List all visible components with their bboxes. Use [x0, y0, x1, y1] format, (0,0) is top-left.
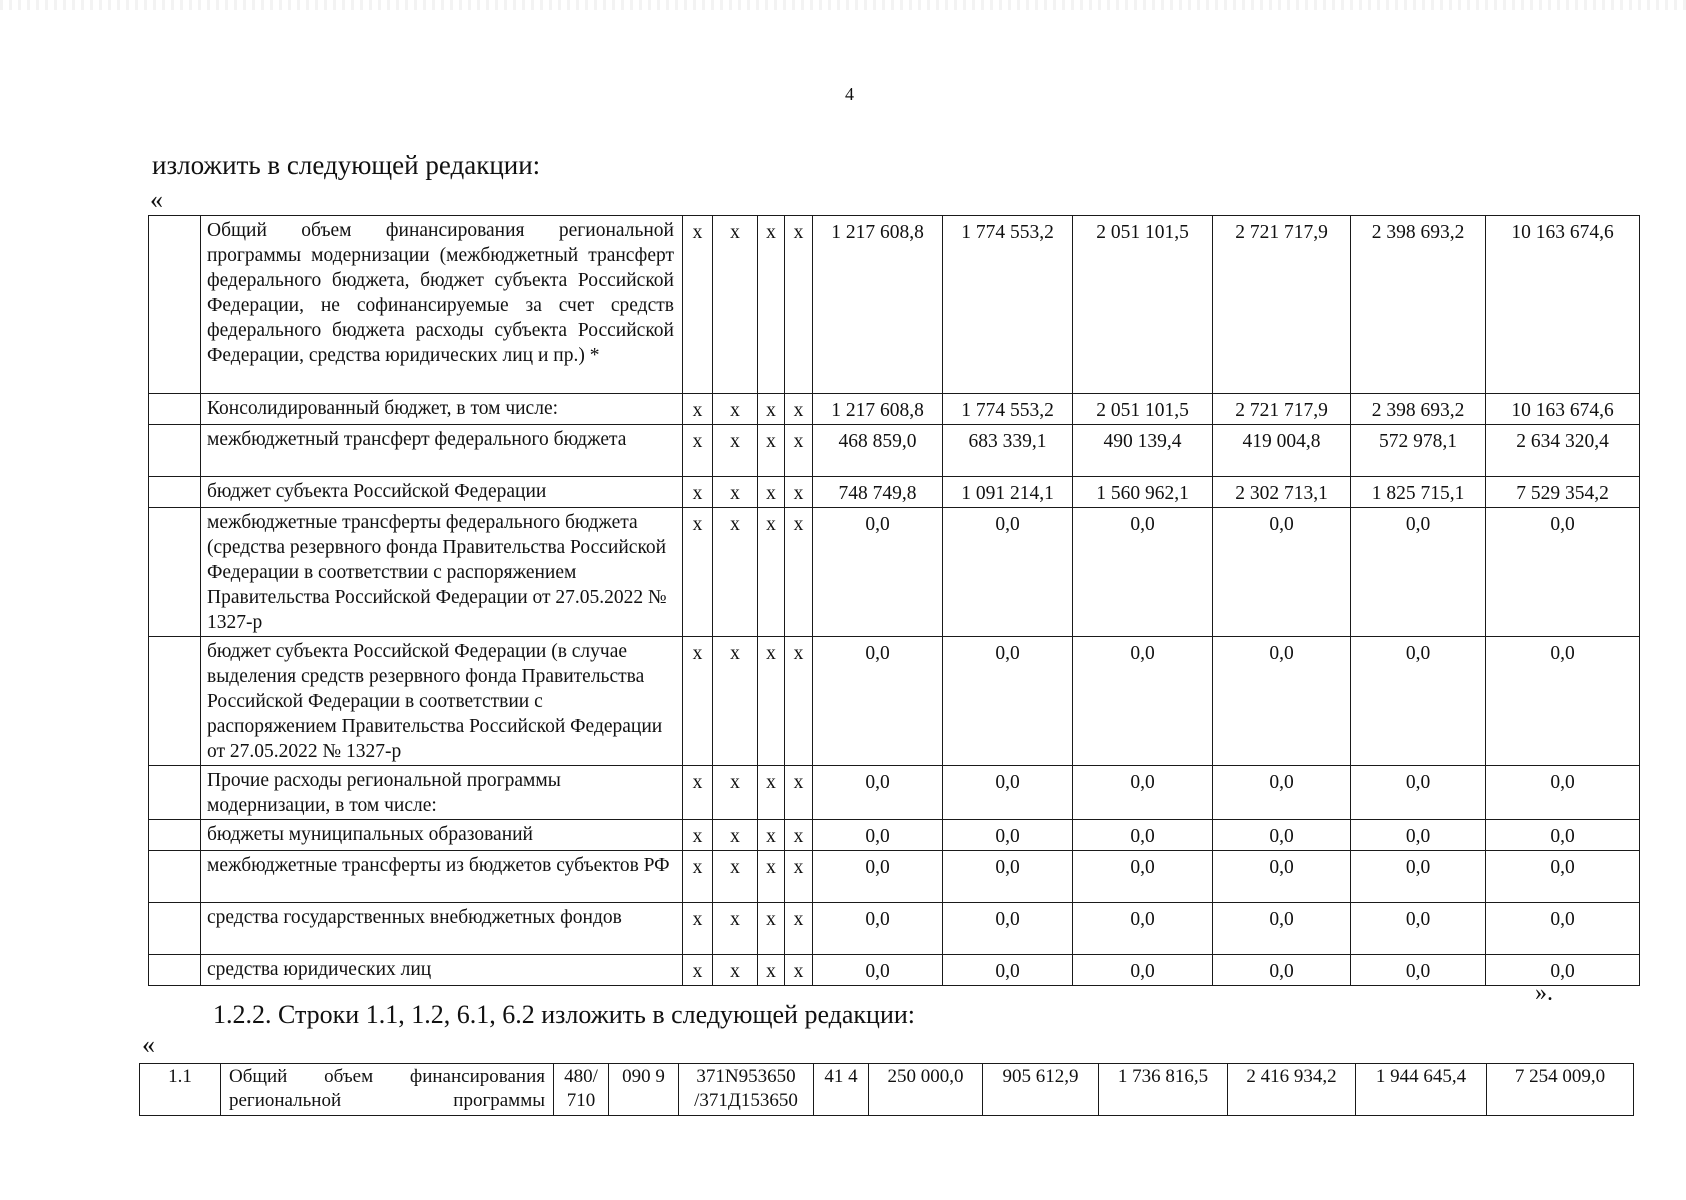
mark-cell: x	[758, 955, 785, 986]
value-cell: 2 302 713,1	[1213, 477, 1351, 508]
value-cell: 0,0	[813, 766, 943, 820]
row-label: межбюджетные трансферты федерального бюджета (средства резервного фонда Правительства Российской Федерации в соответствии с распоряжением Правительства Российской Федерации от 27.05.2022 № 1327-р	[201, 508, 683, 637]
value-cell: 0,0	[1073, 637, 1213, 766]
table-row	[149, 394, 1640, 425]
value-cell: 0,0	[1486, 637, 1640, 766]
row-number-cell	[149, 851, 201, 903]
value-cell: 0,0	[1351, 637, 1486, 766]
row-label: Общий объем финансирования региональной программы модернизации (межбюджетный трансферт федерального бюджета, бюджет субъекта Российской Федерации, не софинансируемые за счет средств федерального бюджета расходы субъекта Российской Федерации, средства юридических лиц и пр.) *	[201, 216, 683, 394]
table-row	[149, 903, 1640, 955]
value-cell: 0,0	[1213, 851, 1351, 903]
value-cell: 748 749,8	[813, 477, 943, 508]
mark-cell: x	[713, 216, 758, 394]
value-cell: 250 000,0	[869, 1064, 983, 1116]
value-cell: 0,0	[1486, 508, 1640, 637]
row-label	[221, 1064, 554, 1116]
mark-cell: x	[758, 477, 785, 508]
value-cell: 0,0	[1213, 766, 1351, 820]
value-cell: 1 944 645,4	[1356, 1064, 1487, 1116]
value-cell: 2 634 320,4	[1486, 425, 1640, 477]
scan-noise-strip	[0, 0, 1686, 10]
value-cell: 1 774 553,2	[943, 216, 1073, 394]
mark-cell: x	[713, 903, 758, 955]
mark-cell: x	[713, 477, 758, 508]
value-cell: 0,0	[1213, 903, 1351, 955]
code-cell: 41 4	[814, 1064, 869, 1116]
value-cell: 1 825 715,1	[1351, 477, 1486, 508]
value-cell: 0,0	[813, 955, 943, 986]
value-cell: 2 398 693,2	[1351, 216, 1486, 394]
rows-table	[139, 1063, 1634, 1116]
row-label: бюджеты муниципальных образований	[201, 820, 683, 851]
value-cell: 10 163 674,6	[1486, 216, 1640, 394]
row-number-cell	[149, 820, 201, 851]
mark-cell: x	[713, 508, 758, 637]
table-row	[149, 766, 1640, 820]
value-cell: 1 774 553,2	[943, 394, 1073, 425]
mark-cell: x	[683, 425, 713, 477]
row-number-cell	[149, 955, 201, 986]
mark-cell: x	[785, 425, 813, 477]
value-cell: 0,0	[943, 820, 1073, 851]
value-cell: 0,0	[1073, 508, 1213, 637]
value-cell: 2 051 101,5	[1073, 394, 1213, 425]
mark-cell: x	[683, 394, 713, 425]
mark-cell: x	[683, 508, 713, 637]
mark-cell: x	[785, 477, 813, 508]
value-cell: 0,0	[943, 955, 1073, 986]
table-row	[149, 508, 1640, 637]
mark-cell: x	[785, 508, 813, 637]
intro-text: изложить в следующей редакции:	[152, 150, 541, 180]
mark-cell: x	[758, 766, 785, 820]
code-cell: 090 9	[609, 1064, 679, 1116]
value-cell: 2 721 717,9	[1213, 216, 1351, 394]
value-cell: 0,0	[1213, 820, 1351, 851]
value-cell: 0,0	[1351, 903, 1486, 955]
mark-cell: x	[758, 903, 785, 955]
value-cell: 0,0	[1486, 820, 1640, 851]
value-cell: 0,0	[943, 903, 1073, 955]
row-number-cell	[149, 637, 201, 766]
mark-cell: x	[683, 955, 713, 986]
value-cell: 0,0	[1213, 508, 1351, 637]
mark-cell: x	[683, 637, 713, 766]
row-number-cell	[149, 394, 201, 425]
value-cell: 0,0	[813, 508, 943, 637]
value-cell: 490 139,4	[1073, 425, 1213, 477]
mark-cell: x	[785, 955, 813, 986]
mark-cell: x	[713, 425, 758, 477]
value-cell: 2 398 693,2	[1351, 394, 1486, 425]
value-cell: 0,0	[1486, 766, 1640, 820]
closing-quote: ».	[1535, 980, 1553, 1006]
table-row	[149, 820, 1640, 851]
row-number-cell	[149, 903, 201, 955]
opening-quote: «	[150, 185, 163, 214]
mark-cell: x	[785, 766, 813, 820]
mark-cell: x	[758, 216, 785, 394]
mark-cell: x	[785, 216, 813, 394]
row-label: средства государственных внебюджетных фондов	[201, 903, 683, 955]
value-cell: 0,0	[813, 637, 943, 766]
mark-cell: x	[683, 216, 713, 394]
value-cell: 419 004,8	[1213, 425, 1351, 477]
value-cell: 572 978,1	[1351, 425, 1486, 477]
value-cell: 1 736 816,5	[1099, 1064, 1228, 1116]
mark-cell: x	[683, 820, 713, 851]
value-cell: 2 416 934,2	[1228, 1064, 1356, 1116]
table-row	[149, 851, 1640, 903]
value-cell: 0,0	[813, 820, 943, 851]
value-cell: 1 217 608,8	[813, 394, 943, 425]
value-cell: 0,0	[1073, 903, 1213, 955]
mark-cell: x	[758, 820, 785, 851]
value-cell: 0,0	[1073, 955, 1213, 986]
table-row	[149, 477, 1640, 508]
row-label: средства юридических лиц	[201, 955, 683, 986]
page-number: 4	[845, 84, 854, 104]
mark-cell: x	[758, 637, 785, 766]
mark-cell: x	[785, 903, 813, 955]
mark-cell: x	[758, 508, 785, 637]
row-number: 1.1	[140, 1064, 221, 1116]
mark-cell: x	[785, 820, 813, 851]
mark-cell: x	[785, 637, 813, 766]
table-row	[149, 637, 1640, 766]
mark-cell: x	[713, 820, 758, 851]
table-row	[149, 425, 1640, 477]
value-cell: 0,0	[813, 903, 943, 955]
sub-heading: 1.2.2. Строки 1.1, 1.2, 6.1, 6.2 изложить в следующей редакции:	[213, 1000, 916, 1029]
value-cell: 468 859,0	[813, 425, 943, 477]
value-cell: 2 721 717,9	[1213, 394, 1351, 425]
value-cell: 0,0	[1213, 955, 1351, 986]
mark-cell: x	[758, 851, 785, 903]
value-cell: 683 339,1	[943, 425, 1073, 477]
value-cell: 0,0	[1073, 766, 1213, 820]
row-number-cell	[149, 766, 201, 820]
value-cell: 0,0	[1213, 637, 1351, 766]
mark-cell: x	[683, 477, 713, 508]
mark-cell: x	[785, 851, 813, 903]
value-cell: 0,0	[1486, 903, 1640, 955]
value-cell: 7 254 009,0	[1487, 1064, 1634, 1116]
mark-cell: x	[785, 394, 813, 425]
mark-cell: x	[713, 394, 758, 425]
mark-cell: x	[713, 766, 758, 820]
financing-table	[148, 215, 1640, 986]
row-number-cell	[149, 216, 201, 394]
value-cell: 905 612,9	[983, 1064, 1099, 1116]
value-cell: 0,0	[1351, 766, 1486, 820]
value-cell: 1 560 962,1	[1073, 477, 1213, 508]
row-label: бюджет субъекта Российской Федерации	[201, 477, 683, 508]
mark-cell: x	[683, 851, 713, 903]
value-cell: 0,0	[1486, 955, 1640, 986]
row-number-cell	[149, 425, 201, 477]
code-cell: 480/ 710	[554, 1064, 609, 1116]
row-label: Прочие расходы региональной программы модернизации, в том числе:	[201, 766, 683, 820]
value-cell: 0,0	[1486, 851, 1640, 903]
row-label: бюджет субъекта Российской Федерации (в случае выделения средств резервного фонда Правительства Российской Федерации в соответствии с распоряжением Правительства Российской Федерации от 27.05.2022 № 1327-р	[201, 637, 683, 766]
row-number-cell	[149, 477, 201, 508]
row-label-line: региональной программы	[229, 1090, 545, 1111]
value-cell: 0,0	[1351, 820, 1486, 851]
value-cell: 0,0	[1073, 820, 1213, 851]
value-cell: 7 529 354,2	[1486, 477, 1640, 508]
value-cell: 0,0	[943, 766, 1073, 820]
opening-quote-2: «	[142, 1030, 155, 1059]
row-label: Консолидированный бюджет, в том числе:	[201, 394, 683, 425]
row-label: межбюджетный трансферт федерального бюджета	[201, 425, 683, 477]
mark-cell: x	[713, 851, 758, 903]
value-cell: 2 051 101,5	[1073, 216, 1213, 394]
code-cell: 371N953650 /371Д153650	[679, 1064, 814, 1116]
value-cell: 0,0	[813, 851, 943, 903]
row-number-cell	[149, 508, 201, 637]
value-cell: 0,0	[1351, 851, 1486, 903]
value-cell: 1 217 608,8	[813, 216, 943, 394]
value-cell: 0,0	[943, 851, 1073, 903]
mark-cell: x	[758, 425, 785, 477]
mark-cell: x	[713, 955, 758, 986]
value-cell: 0,0	[943, 637, 1073, 766]
value-cell: 0,0	[1073, 851, 1213, 903]
mark-cell: x	[758, 394, 785, 425]
value-cell: 0,0	[1351, 508, 1486, 637]
value-cell: 1 091 214,1	[943, 477, 1073, 508]
value-cell: 0,0	[1351, 955, 1486, 986]
table-row	[149, 955, 1640, 986]
row-label: межбюджетные трансферты из бюджетов субъектов РФ	[201, 851, 683, 903]
mark-cell: x	[713, 637, 758, 766]
mark-cell: x	[683, 766, 713, 820]
table-row	[140, 1064, 1634, 1116]
mark-cell: x	[683, 903, 713, 955]
row-label-line: Общий объем финансирования	[229, 1066, 545, 1087]
value-cell: 0,0	[943, 508, 1073, 637]
value-cell: 10 163 674,6	[1486, 394, 1640, 425]
table-row	[149, 216, 1640, 394]
